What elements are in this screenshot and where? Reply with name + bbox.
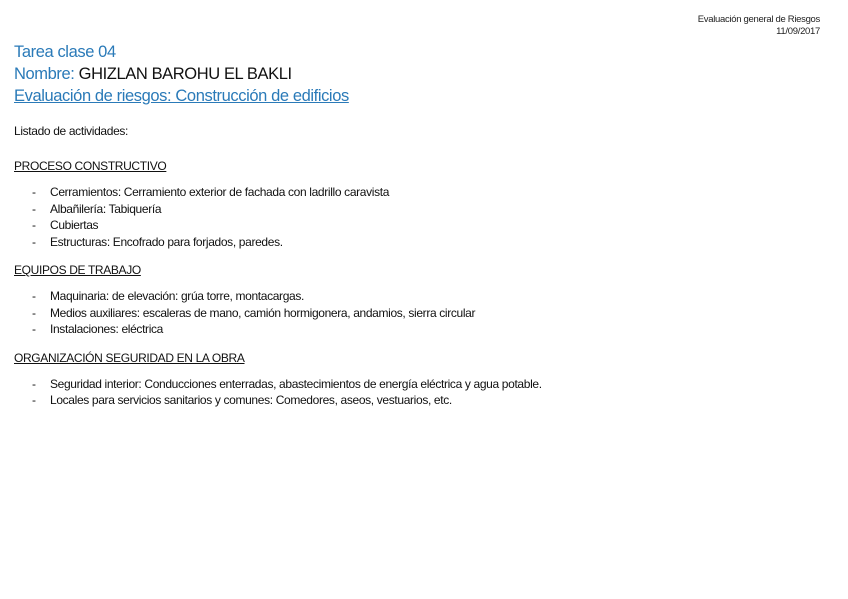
name-value: GHIZLAN BAROHU EL BAKLI	[78, 65, 292, 83]
bullet-dash: -	[32, 234, 36, 249]
list-item-text: Albañilería: Tabiquería	[50, 201, 162, 216]
bullet-dash: -	[32, 218, 36, 232]
name-label: Nombre:	[14, 65, 75, 83]
title-block	[14, 41, 349, 107]
list-item	[14, 392, 814, 409]
section-heading: EQUIPOS DE TRABAJO	[14, 263, 141, 277]
list-item	[14, 288, 814, 305]
bullet-dash: -	[32, 393, 36, 407]
header-date: 11/09/2017	[776, 26, 820, 37]
section-heading: PROCESO CONSTRUCTIVO	[14, 159, 167, 173]
list-item	[14, 201, 814, 218]
bullet-list	[14, 376, 814, 409]
header-doc-title: Evaluación general de Riesgos	[697, 14, 820, 25]
document-body	[14, 123, 814, 421]
bullet-dash: -	[32, 201, 36, 216]
list-item	[14, 321, 814, 338]
bullet-dash: -	[32, 305, 36, 320]
bullet-dash: -	[32, 289, 36, 303]
list-item-text: Maquinaria: de elevación: grúa torre, montacargas.	[50, 289, 304, 303]
task-title: Tarea clase 04	[14, 43, 116, 61]
list-item-text: Instalaciones: eléctrica	[50, 322, 163, 336]
list-item	[14, 305, 814, 322]
list-item	[14, 234, 814, 251]
list-item-text: Locales para servicios sanitarios y comunes: Comedores, aseos, vestuarios, etc.	[50, 393, 452, 407]
list-item-text: Estructuras: Encofrado para forjados, paredes.	[50, 234, 283, 249]
section-organizacion-seguridad	[14, 350, 814, 409]
list-item-text: Seguridad interior: Conducciones enterradas, abastecimientos de energía eléctrica y agua potable.	[50, 376, 542, 391]
section-equipos-de-trabajo	[14, 262, 814, 338]
page-header	[698, 14, 820, 38]
list-item-text: Cubiertas	[50, 218, 99, 232]
section-heading: ORGANIZACIÓN SEGURIDAD EN LA OBRA	[14, 350, 245, 365]
list-item	[14, 217, 814, 234]
bullet-list	[14, 288, 814, 338]
subject-title: Evaluación de riesgos: Construcción de edificios	[14, 87, 349, 105]
intro-text: Listado de actividades:	[14, 124, 129, 138]
list-item-text: Medios auxiliares: escaleras de mano, camión hormigonera, andamios, sierra circular	[50, 305, 476, 320]
bullet-dash: -	[32, 322, 36, 336]
bullet-list	[14, 184, 814, 250]
section-proceso-constructivo	[14, 158, 814, 250]
list-item-text: Cerramientos: Cerramiento exterior de fachada con ladrillo caravista	[50, 185, 390, 199]
list-item	[14, 376, 814, 393]
bullet-dash: -	[32, 185, 36, 199]
bullet-dash: -	[32, 376, 36, 391]
list-item	[14, 184, 814, 201]
student-name-line	[14, 63, 349, 85]
